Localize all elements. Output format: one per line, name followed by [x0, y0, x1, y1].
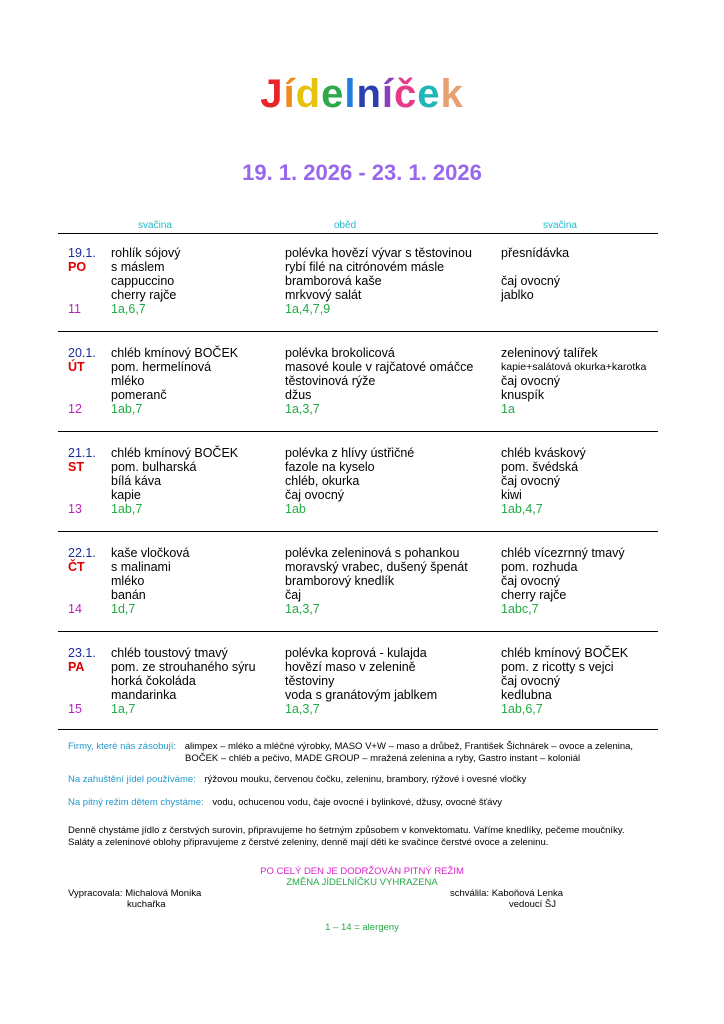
cooking-note — [68, 825, 625, 849]
menu-item: polévka hovězí vývar s těstovinou — [285, 246, 472, 260]
menu-item: pom. bulharská — [111, 460, 197, 474]
allergens: 1a,3,7 — [285, 702, 320, 716]
thickening-info — [68, 774, 526, 786]
menu-item: horká čokoláda — [111, 674, 196, 688]
menu-item: džus — [285, 388, 312, 402]
menu-item: polévka z hlívy ústřičné — [285, 446, 415, 460]
column-header-lunch: oběd — [333, 220, 357, 231]
menu-item: těstovinová rýže — [285, 374, 376, 388]
suppliers-label: Firmy, které nás zásobují: — [68, 741, 177, 752]
menu-item: pom. ze strouhaného sýru — [111, 660, 256, 674]
allergens: 1d,7 — [111, 602, 136, 616]
allergens: 1ab,7 — [111, 402, 143, 416]
day-abbr: ST — [68, 460, 84, 474]
drinks-text: vodu, ochucenou vodu, čaje ovocné i bylinkové, džusy, ovocné šťávy — [212, 797, 502, 808]
menu-item: bílá káva — [111, 474, 162, 488]
day-abbr: PA — [68, 660, 85, 674]
menu-item: voda s granátovým jablkem — [285, 688, 438, 702]
menu-item: mléko — [111, 374, 145, 388]
day-block-thursday — [0, 546, 724, 626]
day-block-tuesday — [0, 346, 724, 426]
menu-item: čaj ovocný — [501, 474, 561, 488]
day-date: 20.1. — [68, 346, 96, 360]
drinks-label: Na pitný režim dětem chystáme: — [68, 797, 204, 808]
menu-item — [501, 260, 569, 274]
allergens: 1ab,6,7 — [501, 702, 543, 716]
lunch — [285, 546, 468, 616]
menu-item: pom. švédská — [501, 460, 579, 474]
date-range: 19. 1. 2026 - 23. 1. 2026 — [242, 160, 482, 185]
divider — [58, 233, 658, 234]
snack-afternoon — [501, 646, 628, 716]
menu-item: polévka koprová - kulajda — [285, 646, 427, 660]
menu-item: cappuccino — [111, 274, 175, 288]
menu-item: pomeranč — [111, 388, 167, 402]
menu-item: bramborový knedlík — [285, 574, 395, 588]
title-letter: d — [295, 72, 322, 116]
divider — [58, 729, 658, 730]
allergens: 1a,3,7 — [285, 602, 320, 616]
menu-item: pom. z ricotty s vejci — [501, 660, 614, 674]
snack-afternoon — [501, 546, 625, 616]
column-header-snack-afternoon: svačina — [543, 220, 577, 231]
menu-item: kapie+salátová okurka+karotka — [501, 361, 647, 373]
allergens: 1a — [501, 402, 515, 416]
menu-item: masové koule v rajčatové omáčce — [285, 360, 474, 374]
day-abbr: ÚT — [68, 360, 85, 374]
day-date: 22.1. — [68, 546, 96, 560]
suppliers-line1: alimpex – mléko a mléčné výrobky, MASO V+W – maso a drůbež, František Šichnárek – ovoce a zelenina, — [184, 741, 634, 752]
cooking-note-line2: Saláty a zeleninové oblohy připravujeme z čerstvé zeleniny, denně mají děti ke svačince čerstvé ovoce a zeleninu. — [68, 837, 549, 848]
day-date: 21.1. — [68, 446, 96, 460]
menu-item: kedlubna — [501, 688, 552, 702]
day-block-friday — [0, 646, 724, 726]
allergens: 1a,3,7 — [285, 402, 320, 416]
menu-item: mléko — [111, 574, 145, 588]
menu-item: rybí filé na citrónovém másle — [285, 260, 445, 274]
menu-item: polévka zeleninová s pohankou — [285, 546, 460, 560]
day-number: 13 — [68, 502, 82, 516]
day-number: 15 — [68, 702, 82, 716]
title-letter: í — [381, 72, 394, 116]
divider — [58, 431, 658, 432]
menu-item: jablko — [501, 288, 534, 302]
menu-item: mrkvový salát — [285, 288, 362, 302]
allergens: 1ab — [285, 502, 306, 516]
divider — [58, 631, 658, 632]
snack-afternoon — [501, 446, 586, 516]
menu-item: přesnídávka — [501, 246, 570, 260]
suppliers-info — [68, 741, 633, 765]
menu-item: čaj ovocný — [285, 488, 345, 502]
menu-item: zeleninový talířek — [501, 346, 598, 360]
menu-item: chléb kmínový BOČEK — [111, 446, 239, 460]
title-letter: í — [283, 72, 296, 116]
allergens: 1a,4,7,9 — [285, 302, 331, 316]
snack-morning — [111, 546, 190, 616]
day-number: 11 — [68, 302, 81, 316]
title-letter: J — [260, 72, 284, 116]
snack-morning — [111, 246, 180, 316]
menu-item: chléb, okurka — [285, 474, 360, 488]
snack-afternoon — [501, 346, 646, 416]
lunch — [285, 646, 437, 716]
day-number: 12 — [68, 402, 82, 416]
menu-item: fazole na kyselo — [285, 460, 375, 474]
menu-item: kaše vločková — [111, 546, 190, 560]
menu-item: chléb vícezrnný tmavý — [501, 546, 625, 560]
menu-item: cherry rajče — [501, 588, 567, 602]
menu-item: čaj ovocný — [501, 574, 561, 588]
drinking-regime-note: PO CELÝ DEN JE DODRŽOVÁN PITNÝ REŽIM — [260, 866, 464, 877]
drinks-info — [68, 797, 502, 809]
column-header-snack-morning: svačina — [138, 220, 172, 231]
menu-item: bramborová kaše — [285, 274, 382, 288]
menu-item: rohlík sójový — [111, 246, 181, 260]
menu-item: chléb kmínový BOČEK — [501, 646, 629, 660]
suppliers-line2: BOČEK – chléb a pečivo, MADE GROUP – mražená zelenina a ryby, Gastro instant – koloniál — [185, 753, 581, 764]
allergens: 1a,7 — [111, 702, 136, 716]
menu-item: čaj ovocný — [501, 674, 561, 688]
day-abbr: ČT — [68, 560, 85, 574]
menu-item: chléb kváskový — [501, 446, 586, 460]
menu-item: polévka brokolicová — [285, 346, 395, 360]
menu-item: knuspík — [501, 388, 545, 402]
title-letter: k — [440, 72, 464, 116]
menu-item: mandarinka — [111, 688, 177, 702]
menu-item: kiwi — [501, 488, 522, 502]
menu-item: chléb toustový tmavý — [111, 646, 228, 660]
menu-item: pom. rozhuda — [501, 560, 578, 574]
menu-item: kapie — [111, 488, 141, 502]
snack-morning — [111, 446, 238, 516]
divider — [58, 331, 658, 332]
menu-item: čaj — [285, 588, 301, 602]
day-date: 19.1. — [68, 246, 96, 260]
snack-morning — [111, 346, 238, 416]
lunch — [285, 246, 472, 316]
day-number: 14 — [68, 602, 82, 616]
menu-item: pom. hermelínová — [111, 360, 212, 374]
approved-role: vedoucí ŠJ — [509, 899, 556, 910]
thickening-label: Na zahuštění jídel používáme: — [68, 774, 196, 785]
menu-item: hovězí maso v zelenině — [285, 660, 416, 674]
divider — [58, 531, 658, 532]
title-letter: l — [344, 72, 357, 116]
menu-item: čaj ovocný — [501, 374, 561, 388]
allergens: 1abc,7 — [501, 602, 539, 616]
day-date: 23.1. — [68, 646, 96, 660]
allergens: 1ab,7 — [111, 502, 143, 516]
menu-item: těstoviny — [285, 674, 335, 688]
menu-item: chléb kmínový BOČEK — [111, 346, 239, 360]
day-abbr: PO — [68, 260, 87, 274]
cooking-note-line1: Denně chystáme jídlo z čerstvých surovin, připravujeme ho šetrným způsobem v konvektomatu. Vaříme knedlíky, pečeme moučníky. — [68, 825, 625, 836]
menu-change-note: ZMĚNA JÍDELNÍČKU VYHRAZENA — [286, 877, 438, 888]
allergens-legend: 1 – 14 = alergeny — [325, 922, 399, 933]
title-letter: e — [321, 72, 345, 116]
allergens: 1ab,4,7 — [501, 502, 543, 516]
menu-item: cherry rajče — [111, 288, 177, 302]
title-letter: n — [356, 72, 382, 116]
prepared-role: kuchařka — [127, 899, 166, 910]
snack-morning — [111, 646, 256, 716]
prepared-by: Vypracovala: Michalová Monika — [68, 888, 202, 899]
day-block-monday — [0, 246, 724, 326]
menu-item: čaj ovocný — [501, 274, 561, 288]
approved-by: schválila: Kaboňová Lenka — [450, 888, 564, 899]
lunch — [285, 446, 414, 516]
menu-item: s malinami — [111, 560, 171, 574]
thickening-text: rýžovou mouku, červenou čočku, zeleninu, brambory, rýžové i ovesné vločky — [204, 774, 527, 785]
page-title — [0, 72, 724, 117]
snack-afternoon — [501, 246, 569, 316]
lunch — [285, 346, 473, 416]
allergens — [501, 302, 569, 316]
allergens: 1a,6,7 — [111, 302, 146, 316]
menu-item: moravský vrabec, dušený špenát — [285, 560, 468, 574]
menu-item: banán — [111, 588, 146, 602]
menu-item: s máslem — [111, 260, 165, 274]
title-letter: č — [394, 72, 418, 116]
day-block-wednesday — [0, 446, 724, 526]
title-letter: e — [417, 72, 441, 116]
